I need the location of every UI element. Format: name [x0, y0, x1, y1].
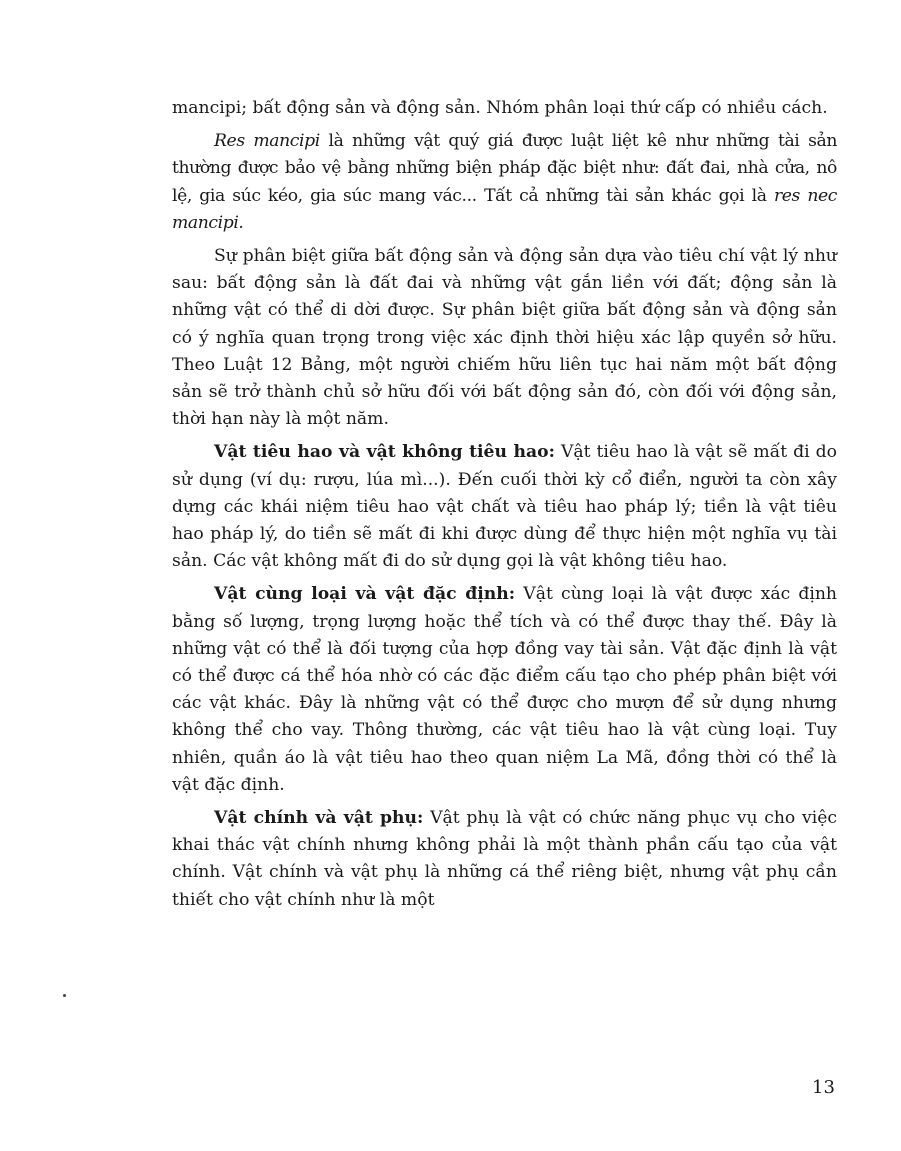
paragraph-2 [172, 128, 837, 237]
paragraph-4 [172, 439, 837, 575]
paragraph-2-trail-italic: res nec mancipi. [172, 185, 837, 233]
scan-speck [63, 994, 66, 997]
paragraph-5-term: Vật cùng loại và vật đặc định: [214, 584, 516, 605]
paragraph-5 [172, 581, 837, 799]
page-number: 13 [812, 1077, 835, 1098]
paragraph-2-text: là những vật quý giá được luật liệt kê như những tài sản thường được bảo vệ bằng những biện pháp đặc biệt như: đất đai, nhà cửa, nô lệ, gia súc kéo, gia súc mang vác... Tất cả những tài sản khác gọi là [172, 131, 838, 206]
paragraph-4-text: Vật tiêu hao là vật sẽ mất đi do sử dụng (ví dụ: rượu, lúa mì...). Đến cuối thời kỳ cổ điển, người ta còn xây dựng các khái niệm tiêu hao vật chất và tiêu hao pháp lý; tiền là vật tiêu hao pháp lý, do tiền sẽ mất đi khi được dùng để thực hiện một nghĩa vụ tài sản. Các vật không mất đi do sử dụng gọi là vật không tiêu hao. [172, 442, 837, 572]
paragraph-3-text: Sự phân biệt giữa bất động sản và động sản dựa vào tiêu chí vật lý như sau: bất động sản là đất đai và những vật gắn liền với đất; động sản là những vật có thể di dời được. Sự phân biệt giữa bất động sản và động sản có ý nghĩa quan trọng trong việc xác định thời hiệu xác lập quyền sở hữu. Theo Luật 12 Bảng, một người chiếm hữu liên tục hai năm một bất động sản sẽ trở thành chủ sở hữu đối với bất động sản đó, còn đối với động sản, thời hạn này là một năm. [172, 246, 837, 430]
paragraph-4-term: Vật tiêu hao và vật không tiêu hao: [214, 442, 555, 463]
paragraph-1 [172, 95, 837, 122]
paragraph-2-lead-italic: Res mancipi [214, 131, 320, 152]
paragraph-6 [172, 805, 837, 914]
paragraph-1-text: mancipi; bất động sản và động sản. Nhóm phân loại thứ cấp có nhiều cách. [172, 98, 828, 118]
paragraph-6-text: Vật phụ là vật có chức năng phục vụ cho việc khai thác vật chính nhưng không phải là một thành phần cấu tạo của vật chính. Vật chính và vật phụ là những cá thể riêng biệt, nhưng vật phụ cần thiết cho vật chính như là một [172, 808, 837, 910]
page-body [172, 95, 837, 920]
paragraph-6-term: Vật chính và vật phụ: [214, 808, 424, 829]
paragraph-3 [172, 243, 837, 433]
paragraph-5-text: Vật cùng loại là vật được xác định bằng số lượng, trọng lượng hoặc thể tích và có thể được thay thế. Đây là những vật có thể là đối tượng của hợp đồng vay tài sản. Vật đặc định là vật có thể được cá thể hóa nhờ có các đặc điểm cấu tạo cho phép phân biệt với các vật khác. Đây là những vật có thể được cho mượn để sử dụng nhưng không thể cho vay. Thông thường, các vật tiêu hao là vật cùng loại. Tuy nhiên, quần áo là vật tiêu hao theo quan niệm La Mã, đồng thời có thể là vật đặc định. [172, 584, 837, 795]
